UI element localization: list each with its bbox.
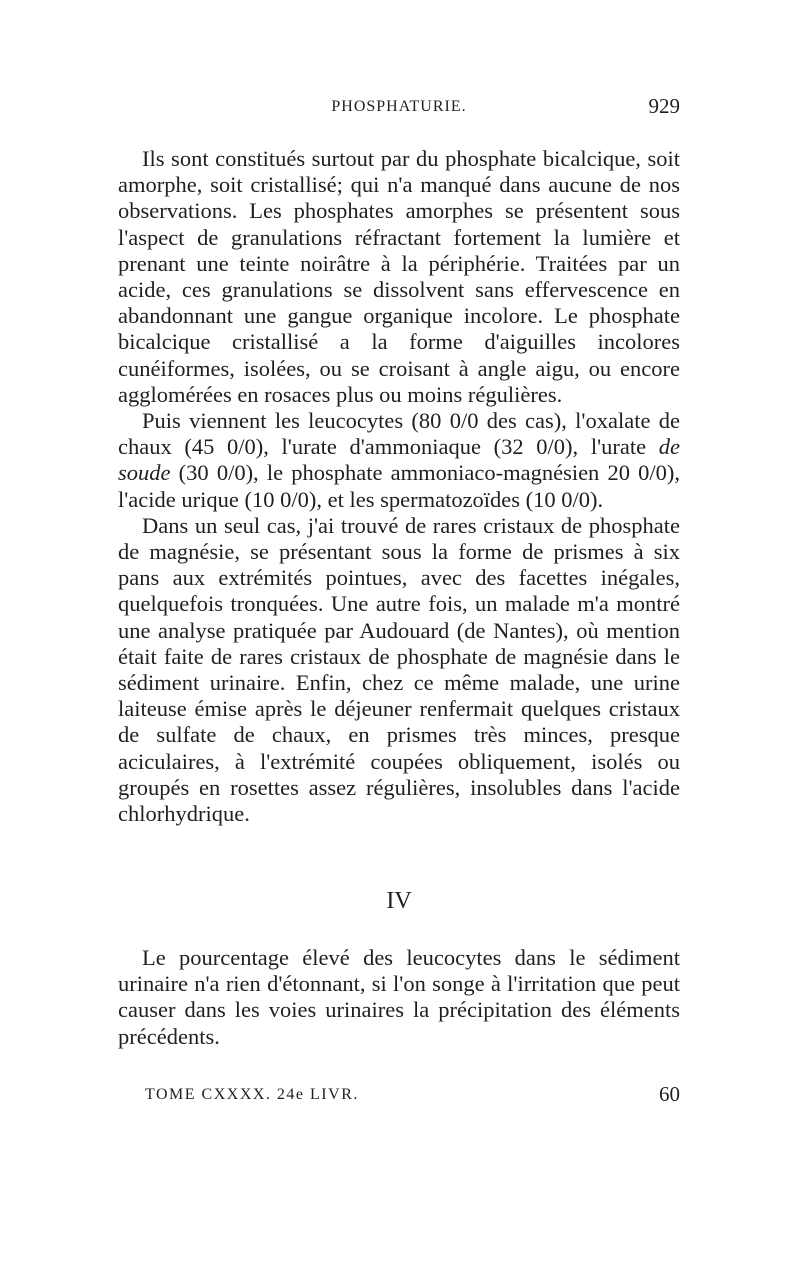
running-title: PHOSPHATURIE.	[331, 98, 467, 115]
paragraph: Le pourcentage élevé des leucocytes dans le sédiment urinaire n'a rien d'étonnant, si l'on songe à l'irritation que peut causer dans les voies urinaires la précipitation des éléments précédents.	[118, 945, 680, 1049]
signature-mark: TOME CXXXX. 24e LIVR.	[145, 1086, 359, 1103]
paragraph	[118, 408, 680, 513]
section-heading: IV	[386, 888, 412, 914]
text-run: Ils sont constitués surtout par du phosphate bicalcique, soit amorphe, soit cristallisé; qui n'a manqué dans aucune de nos observations. Les phosphates amorphes se présentent sous l'aspect de granulations réfractant fortement la lumière et prenant une teinte noirâtre à la périphérie. Traitées par un acide, ces granulations se dissolvent sans effervescence en abandonnant une gangue organique incolore. Le phosphate bicalcique cristallisé a la forme d'aiguilles incolores cunéiformes, isolées, ou se croisant à angle aigu, ou encore agglomérées en rosaces plus ou moins régulières.	[118, 146, 680, 407]
text-run: Dans un seul cas, j'ai trouvé de rares cristaux de phosphate de magnésie, se présentant sous la forme de prismes à six pans aux extrémités pointues, avec des facettes inégales, quelquefois tronquées. Une autre fois, un malade m'a montré une analyse pratiquée par Audouard (de Nantes), où mention était faite de rares cristaux de phosphate de magnésie dans le sédiment urinaire. Enfin, chez ce même malade, une urine laiteuse émise après le déjeuner renfermait quelques cristaux de sulfate de chaux, en prismes très minces, presque aciculaires, à l'extrémité coupées obliquement, isolés ou groupés en rosettes assez régulières, insolubles dans l'acide chlorhydrique.	[118, 512, 680, 827]
paragraph	[118, 513, 680, 827]
italic-text: de soude	[118, 434, 680, 486]
signature-number: 60	[659, 1082, 680, 1106]
body-text	[118, 146, 680, 827]
page-number: 929	[648, 94, 680, 118]
text-run: (30 0/0), le phosphate ammoniaco-magnésien 20 0/0), l'acide urique (10 0/0), et les spermatozoïdes (10 0/0).	[118, 460, 680, 512]
text-run: Puis viennent les leucocytes (80 0/0 des cas), l'oxalate de chaux (45 0/0), l'urate d'ammoniaque (32 0/0), l'urate	[118, 408, 680, 460]
section-body	[118, 945, 680, 1050]
page-footer	[145, 1082, 680, 1112]
paragraph	[118, 146, 680, 408]
running-head	[118, 88, 680, 128]
